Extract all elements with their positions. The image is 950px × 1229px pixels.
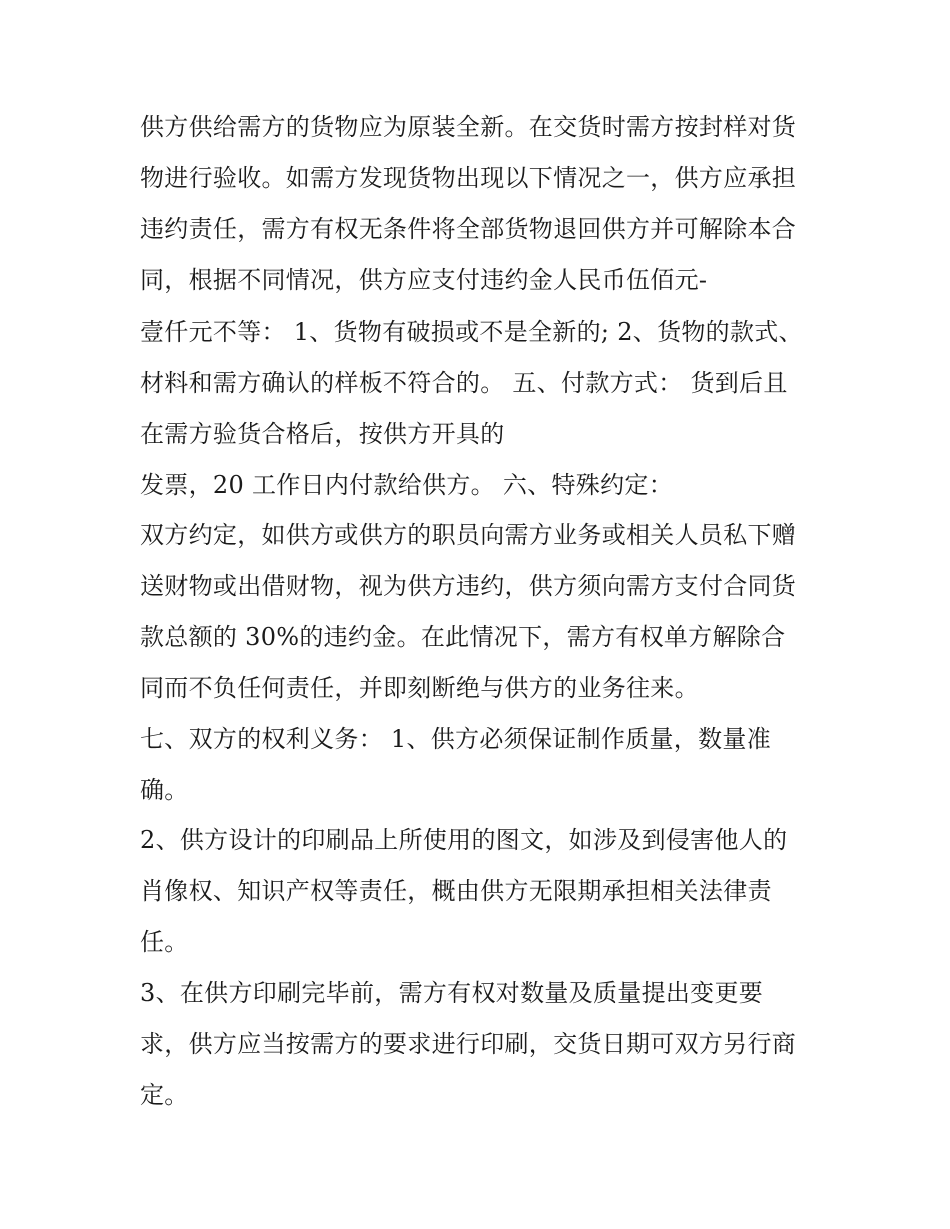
text-line: 2、供方设计的印刷品上所使用的图文，如涉及到侵害他人的 bbox=[140, 826, 788, 854]
text-line: 同，根据不同情况，供方应支付违约金人民币伍佰元- bbox=[140, 266, 708, 294]
text-line: 肖像权、知识产权等责任，概由供方无限期承担相关法律责 bbox=[140, 877, 772, 905]
text-line: 送财物或出借财物，视为供方违约，供方须向需方支付合同货 bbox=[140, 572, 797, 600]
text-line: 发票，20 工作日内付款给供方。 六、特殊约定： bbox=[140, 471, 673, 499]
text-line: 确。 bbox=[140, 776, 189, 804]
text-line: 七、双方的权利义务： 1、供方必须保证制作质量，数量准 bbox=[140, 725, 771, 753]
text-line: 款总额的 30%的违约金。在此情况下，需方有权单方解除合 bbox=[140, 623, 786, 651]
text-line: 3、在供方印刷完毕前，需方有权对数量及质量提出变更要 bbox=[140, 979, 764, 1007]
text-line: 违约责任，需方有权无条件将全部货物退回供方并可解除本合 bbox=[140, 215, 797, 243]
text-line: 同而不负任何责任，并即刻断绝与供方的业务往来。 bbox=[140, 674, 699, 702]
text-line: 供方供给需方的货物应为原装全新。在交货时需方按封样对货 bbox=[140, 113, 797, 141]
text-line: 求，供方应当按需方的要求进行印刷，交货日期可双方另行商 bbox=[140, 1030, 797, 1058]
text-line: 物进行验收。如需方发现货物出现以下情况之一，供方应承担 bbox=[140, 164, 797, 192]
text-line: 双方约定，如供方或供方的职员向需方业务或相关人员私下赠 bbox=[140, 521, 797, 549]
text-line: 任。 bbox=[140, 928, 189, 956]
text-line: 材料和需方确认的样板不符合的。 五、付款方式： 货到后且 bbox=[140, 369, 788, 397]
text-line: 在需方验货合格后，按供方开具的 bbox=[140, 420, 505, 448]
text-line: 壹仟元不等： 1、货物有破损或不是全新的; 2、货物的款式、 bbox=[140, 318, 803, 346]
text-line: 定。 bbox=[140, 1081, 189, 1109]
